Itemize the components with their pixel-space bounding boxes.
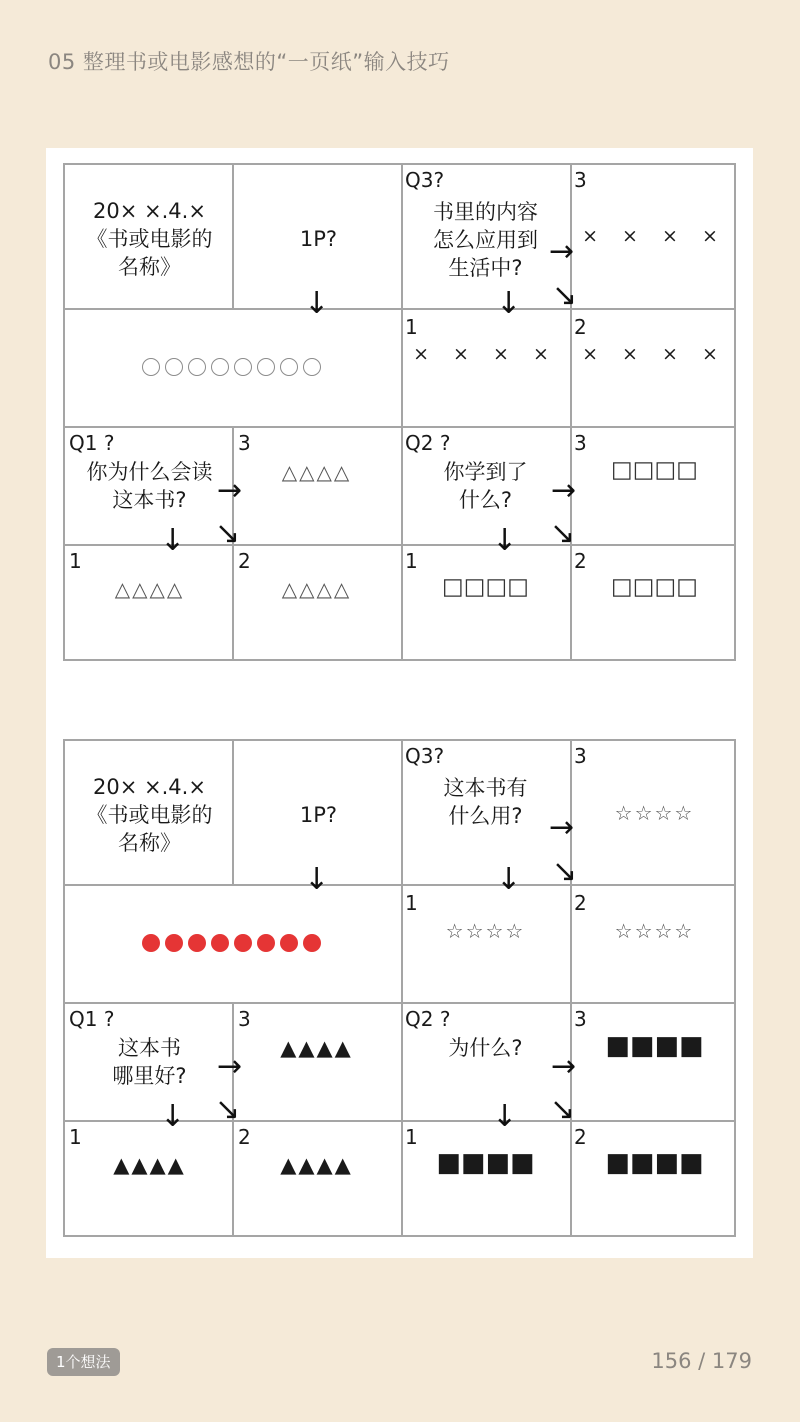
q3-answer-2: × × × × bbox=[582, 343, 727, 365]
page-indicator: 156 / 179 bbox=[651, 1349, 752, 1373]
arrow-right-icon: → bbox=[551, 473, 577, 508]
arrow-diagonal-icon: ↘ bbox=[552, 278, 578, 313]
arrow-right-icon: → bbox=[217, 1049, 243, 1084]
q1-number-2: 2 bbox=[238, 1125, 251, 1149]
q1-answer-2: ▲▲▲▲ bbox=[280, 1153, 353, 1177]
q2-answer-1: ■■■■ bbox=[436, 1148, 535, 1178]
arrow-down-icon: ↓ bbox=[304, 286, 330, 321]
q2-answer-2: □□□□ bbox=[611, 574, 698, 600]
q1-number-1: 1 bbox=[69, 1125, 82, 1149]
circle-mark bbox=[165, 358, 183, 376]
q3-answer-3: × × × × bbox=[582, 225, 727, 247]
page-question: 1P? bbox=[299, 227, 338, 251]
q2-number-2: 2 bbox=[574, 549, 587, 573]
q2-answer-3: □□□□ bbox=[611, 457, 698, 483]
arrow-down-icon: ↓ bbox=[496, 286, 522, 321]
arrow-down-icon: ↓ bbox=[496, 862, 522, 897]
arrow-right-icon: → bbox=[551, 1049, 577, 1084]
arrow-right-icon: → bbox=[549, 810, 575, 845]
q1-number-3: 3 bbox=[238, 1007, 251, 1031]
arrow-right-icon: → bbox=[549, 234, 575, 269]
q2-question: 为什么? bbox=[448, 1036, 523, 1060]
q3-answer-1: ☆☆☆☆ bbox=[445, 919, 526, 943]
q2-number-1: 1 bbox=[405, 1125, 418, 1149]
q1-number-3: 3 bbox=[238, 431, 251, 455]
arrow-down-icon: ↓ bbox=[160, 1099, 186, 1134]
book-title-cell: 20× ×.4.× 《书或电影的 名称》 bbox=[86, 775, 213, 855]
book-title-cell: 20× ×.4.× 《书或电影的 名称》 bbox=[86, 199, 213, 279]
q1-question: 你为什么会读 这本书? bbox=[86, 460, 213, 512]
q3-number-3: 3 bbox=[574, 168, 587, 192]
q3-question: 书里的内容 怎么应用到 生活中? bbox=[433, 200, 538, 280]
q2-answer-1: □□□□ bbox=[442, 574, 529, 600]
arrow-down-icon: ↓ bbox=[492, 523, 518, 558]
arrow-diagonal-icon: ↘ bbox=[215, 1092, 241, 1127]
filled-circle-mark bbox=[257, 934, 275, 952]
q2-number-2: 2 bbox=[574, 1125, 587, 1149]
q1-label: Q1 ? bbox=[69, 431, 115, 455]
q1-answer-3: ▲▲▲▲ bbox=[280, 1036, 353, 1060]
q2-number-3: 3 bbox=[574, 1007, 587, 1031]
filled-circle-mark bbox=[303, 934, 321, 952]
q3-number-3: 3 bbox=[574, 744, 587, 768]
q2-label: Q2 ? bbox=[405, 431, 451, 455]
filled-circle-mark bbox=[234, 934, 252, 952]
q3-label: Q3? bbox=[405, 744, 445, 768]
q3-number-2: 2 bbox=[574, 315, 587, 339]
circle-mark bbox=[142, 358, 160, 376]
q2-answer-3: ■■■■ bbox=[605, 1031, 704, 1061]
q2-answer-2: ■■■■ bbox=[605, 1148, 704, 1178]
q1-question: 这本书 哪里好? bbox=[112, 1036, 187, 1088]
page-question: 1P? bbox=[299, 803, 338, 827]
filled-circle-mark bbox=[165, 934, 183, 952]
q1-number-1: 1 bbox=[69, 549, 82, 573]
arrow-diagonal-icon: ↘ bbox=[550, 1092, 576, 1127]
filled-circle-mark bbox=[280, 934, 298, 952]
one-page-example-grid bbox=[63, 739, 736, 1237]
arrow-diagonal-icon: ↘ bbox=[550, 516, 576, 551]
filled-circle-mark bbox=[142, 934, 160, 952]
q3-answer-2: ☆☆☆☆ bbox=[614, 919, 695, 943]
q1-answer-1: △△△△ bbox=[114, 577, 185, 601]
q1-label: Q1 ? bbox=[69, 1007, 115, 1031]
arrow-down-icon: ↓ bbox=[304, 862, 330, 897]
figure-image bbox=[46, 148, 753, 1258]
one-page-template-grid bbox=[63, 163, 736, 661]
q1-answer-1: ▲▲▲▲ bbox=[113, 1153, 186, 1177]
arrow-down-icon: ↓ bbox=[160, 523, 186, 558]
q3-number-1: 1 bbox=[405, 891, 418, 915]
q3-label: Q3? bbox=[405, 168, 445, 192]
circle-mark bbox=[257, 358, 275, 376]
q2-question: 你学到了 什么? bbox=[443, 460, 528, 512]
q3-answer-3: ☆☆☆☆ bbox=[614, 801, 695, 825]
filled-circle-mark bbox=[188, 934, 206, 952]
thoughts-badge[interactable]: 1个想法 bbox=[47, 1348, 120, 1376]
q2-number-1: 1 bbox=[405, 549, 418, 573]
arrow-right-icon: → bbox=[217, 473, 243, 508]
arrow-down-icon: ↓ bbox=[492, 1099, 518, 1134]
arrow-diagonal-icon: ↘ bbox=[215, 516, 241, 551]
q1-answer-2: △△△△ bbox=[281, 577, 352, 601]
summary-filled-circles bbox=[142, 934, 321, 952]
q3-answer-1: × × × × bbox=[413, 343, 558, 365]
circle-mark bbox=[303, 358, 321, 376]
q3-question: 这本书有 什么用? bbox=[443, 776, 528, 828]
circle-mark bbox=[234, 358, 252, 376]
arrow-diagonal-icon: ↘ bbox=[552, 854, 578, 889]
summary-circles bbox=[142, 358, 321, 376]
q2-label: Q2 ? bbox=[405, 1007, 451, 1031]
q3-number-1: 1 bbox=[405, 315, 418, 339]
circle-mark bbox=[188, 358, 206, 376]
circle-mark bbox=[280, 358, 298, 376]
q1-number-2: 2 bbox=[238, 549, 251, 573]
circle-mark bbox=[211, 358, 229, 376]
q2-number-3: 3 bbox=[574, 431, 587, 455]
chapter-title: 05 整理书或电影感想的“一页纸”输入技巧 bbox=[48, 50, 450, 74]
q1-answer-3: △△△△ bbox=[281, 460, 352, 484]
filled-circle-mark bbox=[211, 934, 229, 952]
q3-number-2: 2 bbox=[574, 891, 587, 915]
